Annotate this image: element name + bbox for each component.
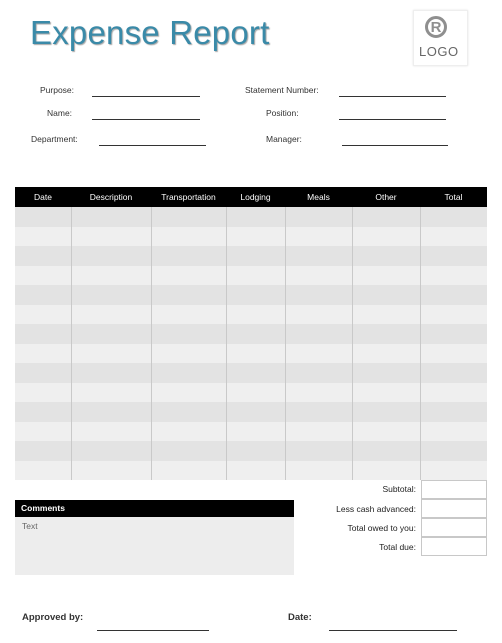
column-divider — [151, 207, 152, 480]
table-header — [15, 187, 487, 207]
total-owed-field[interactable] — [421, 518, 487, 537]
purpose-field[interactable] — [92, 96, 200, 97]
subtotal-field[interactable] — [421, 480, 487, 499]
column-header-date: Date — [34, 192, 52, 202]
date-label: Date: — [288, 612, 312, 623]
manager-label: Manager: — [266, 134, 302, 144]
column-header-transportation: Transportation — [161, 192, 216, 202]
total-due-label: Total due: — [379, 542, 416, 552]
table-row[interactable] — [15, 207, 487, 227]
position-label: Position: — [266, 108, 299, 118]
comments-text: Text — [22, 521, 38, 531]
table-row[interactable] — [15, 227, 487, 247]
column-header-meals: Meals — [307, 192, 330, 202]
column-divider — [226, 207, 227, 480]
name-field[interactable] — [92, 119, 200, 120]
position-field[interactable] — [339, 119, 446, 120]
logo-text: LOGO — [419, 44, 459, 59]
column-header-total: Total — [444, 192, 463, 202]
total-owed-label: Total owed to you: — [347, 523, 416, 533]
column-divider — [352, 207, 353, 480]
column-header-description: Description — [89, 192, 133, 202]
purpose-label: Purpose: — [40, 85, 75, 95]
column-header-other: Other — [375, 192, 397, 202]
table-row[interactable] — [15, 324, 487, 344]
less-cash-advanced-label: Less cash advanced: — [336, 504, 416, 514]
comments-box[interactable] — [15, 500, 294, 575]
page-title: Expense Report — [30, 14, 270, 51]
registered-mark-icon: R — [425, 16, 447, 38]
table-row[interactable] — [15, 266, 487, 286]
column-divider — [420, 207, 421, 480]
date-field[interactable] — [329, 630, 457, 631]
table-row[interactable] — [15, 441, 487, 461]
logo — [413, 10, 468, 66]
department-field[interactable] — [99, 145, 206, 146]
column-header-lodging: Lodging — [240, 192, 271, 202]
table-row[interactable] — [15, 285, 487, 305]
table-row[interactable] — [15, 305, 487, 325]
table-row[interactable] — [15, 461, 487, 481]
table-row[interactable] — [15, 383, 487, 403]
table-row[interactable] — [15, 246, 487, 266]
table-row[interactable] — [15, 344, 487, 364]
manager-field[interactable] — [342, 145, 448, 146]
table-row[interactable] — [15, 363, 487, 383]
total-due-field[interactable] — [421, 537, 487, 556]
subtotal-label: Subtotal: — [382, 484, 416, 494]
less-cash-advanced-field[interactable] — [421, 499, 487, 518]
approved-by-label: Approved by: — [22, 612, 84, 623]
column-divider — [285, 207, 286, 480]
department-label: Department: — [31, 134, 78, 144]
approved-by-field[interactable] — [97, 630, 209, 631]
table-row[interactable] — [15, 402, 487, 422]
table-row[interactable] — [15, 422, 487, 442]
statement-number-field[interactable] — [339, 96, 446, 97]
expense-table — [15, 187, 487, 480]
name-label: Name: — [47, 108, 73, 118]
column-divider — [71, 207, 72, 480]
statement-number-label: Statement Number: — [245, 85, 319, 95]
comments-heading: Comments — [15, 500, 294, 517]
